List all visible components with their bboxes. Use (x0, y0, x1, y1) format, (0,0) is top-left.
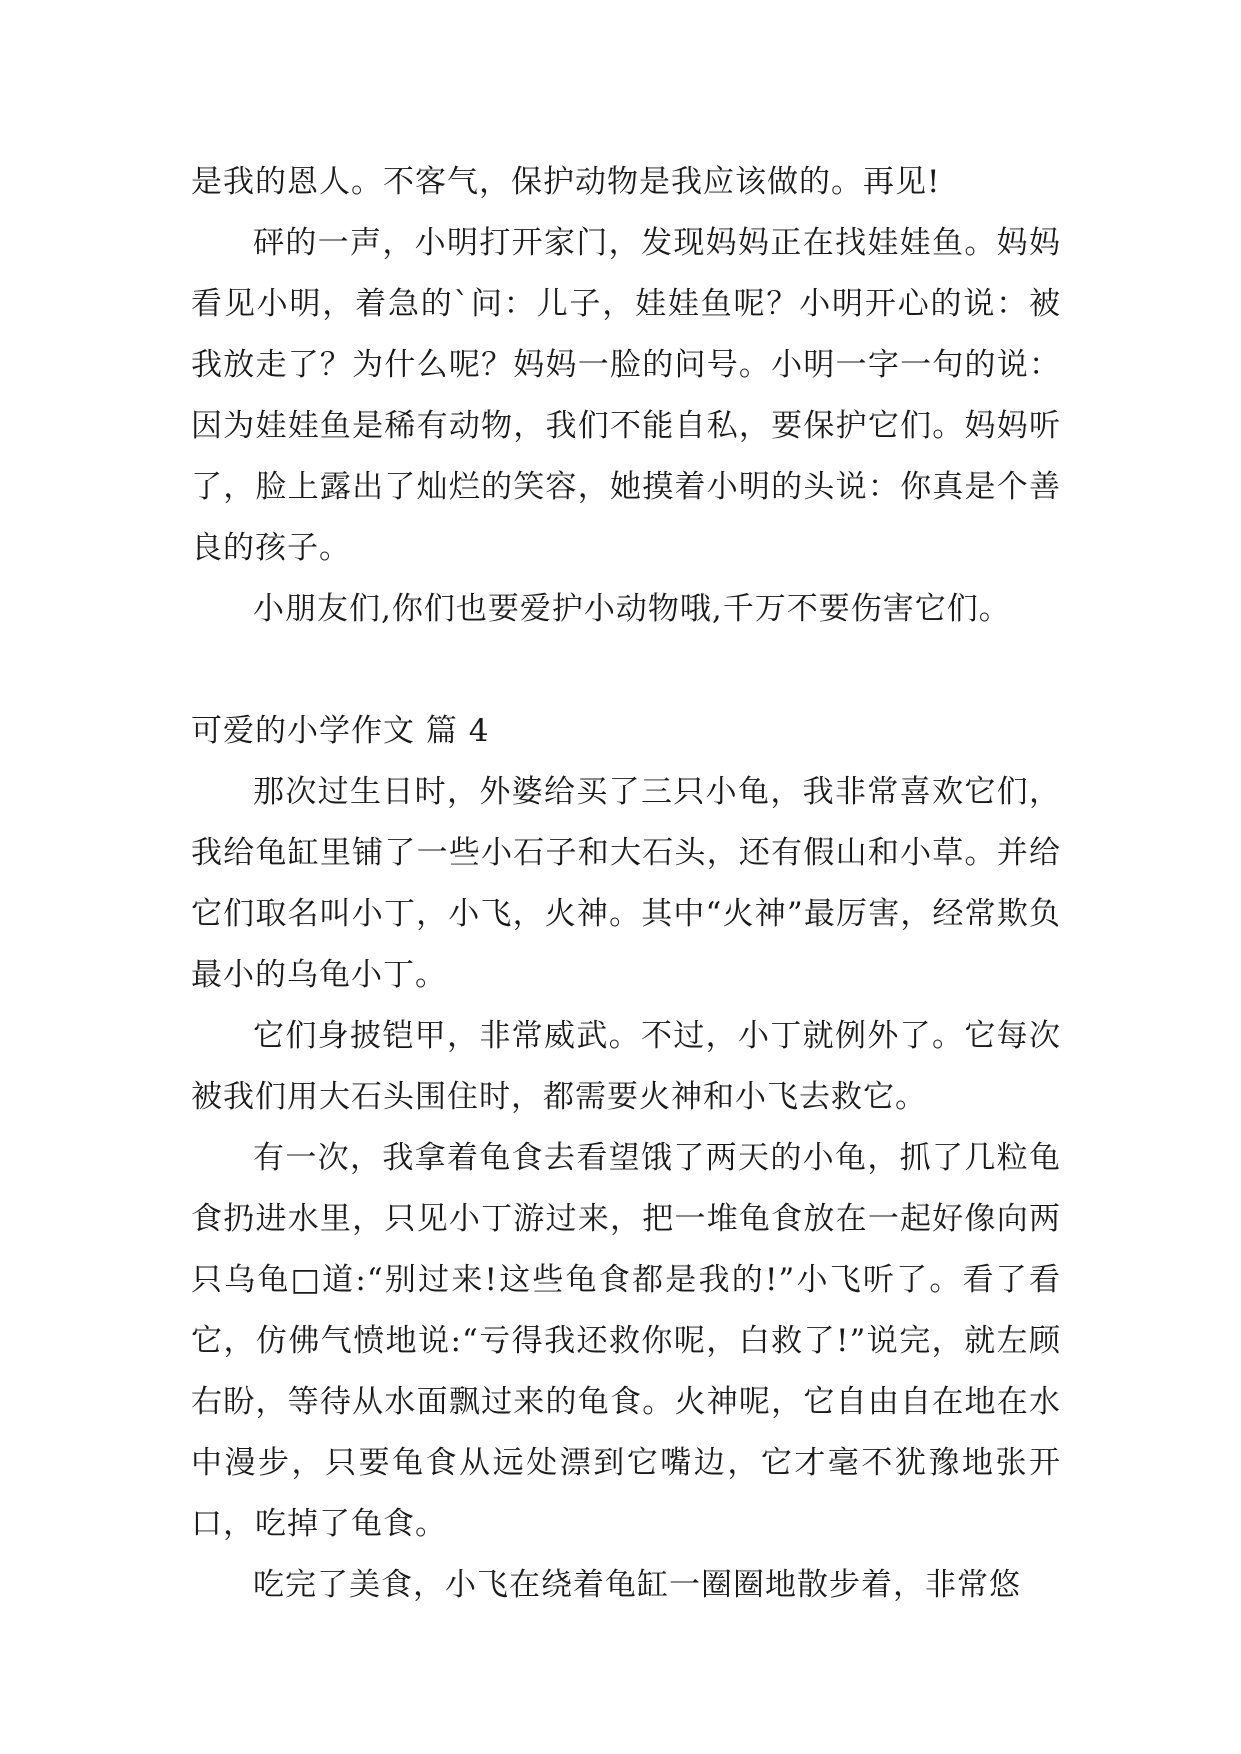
section-heading: 可爱的小学作文 篇 4 (191, 713, 490, 749)
paragraph-continued: 是我的恩人。不客气，保护动物是我应该做的。再见! (191, 164, 941, 200)
paragraph: 吃完了美食，小飞在绕着龟缸一圈圈地散步着，非常悠 (253, 1567, 1021, 1603)
paragraph: 小朋友们,你们也要爱护小动物哦,千万不要伤害它们。 (253, 591, 1011, 627)
paragraph: 砰的一声，小明打开家门，发现妈妈正在找娃娃鱼。妈妈看见小明，着急的`问：儿子，娃娃鱼呢？小明开心的说：被我放走了？为什么呢？妈妈一脸的问号。小明一字一句的说：因为娃娃鱼是稀有动物，我们不能自私，要保护它们。妈妈听了，脸上露出了灿烂的笑容，她摸着小明的头说：你真是个善良的孩子。 (191, 225, 1061, 566)
paragraph: 有一次，我拿着龟食去看望饿了两天的小龟，抓了几粒龟食扔进水里，只见小丁游过来，把一堆龟食放在一起好像向两只乌龟□道:“别过来!这些龟食都是我的!”小飞听了。看了看它，仿佛气愤地说:“亏得我还救你呢，白救了!”说完，就左顾右盼，等待从水面飘过来的龟食。火神呢，它自由自在地在水中漫步，只要龟食从远处漂到它嘴边，它才毫不犹豫地张开口，吃掉了龟食。 (191, 1140, 1061, 1542)
paragraph: 它们身披铠甲，非常威武。不过，小丁就例外了。它每次被我们用大石头围住时，都需要火神和小飞去救它。 (191, 1018, 1061, 1115)
article-body (191, 152, 1061, 1616)
paragraph: 那次过生日时，外婆给买了三只小龟，我非常喜欢它们，我给龟缸里铺了一些小石子和大石头，还有假山和小草。并给它们取名叫小丁，小飞，火神。其中“火神”最厉害，经常欺负最小的乌龟小丁。 (191, 774, 1061, 993)
section-gap (191, 640, 1061, 701)
